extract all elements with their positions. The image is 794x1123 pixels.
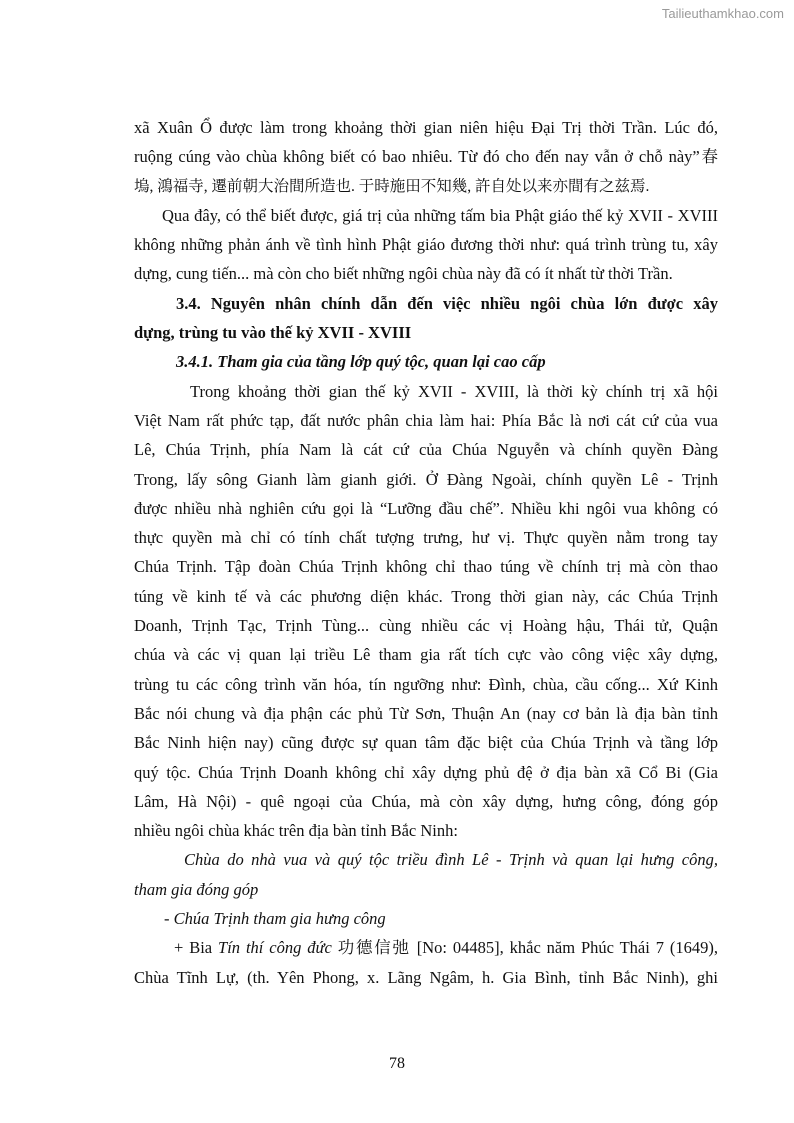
italic-subheading: Chùa do nhà vua và quý tộc triều đình Lê - Trịnh và quan lại hưng công, bbox=[184, 850, 718, 870]
document-body bbox=[134, 113, 718, 992]
paragraph-line: trùng tu các công trình văn hóa, tín ngưỡng như: Đình, chùa, cầu cống... Xứ Kinh bbox=[134, 674, 718, 694]
paragraph-line: quý tộc. Chúa Trịnh Doanh không chỉ xây dựng phủ đệ ở địa bàn xã Cổ Bi (Gia bbox=[134, 762, 718, 782]
inscription-entry bbox=[134, 933, 718, 962]
paragraph-line: ruộng cúng vào chùa không biết có bao nhiêu. Từ đó cho đến nay vẫn ở chỗ này”春 bbox=[134, 147, 718, 167]
paragraph-line: Bắc nói chung và địa phận các phủ Từ Sơn, Thuận An (nay cơ bản là địa bàn tỉnh bbox=[134, 703, 718, 723]
italic-list-item: - Chúa Trịnh tham gia hưng công bbox=[164, 909, 386, 929]
page-number: 78 bbox=[389, 1055, 405, 1072]
paragraph-line: chúa và các vị quan lại triều Lê tham gia rất tích cực vào công việc xây dựng, bbox=[134, 645, 718, 665]
inscription-detail: 功德信弛 [No: 04485], khắc năm Phúc Thái 7 (1649), bbox=[331, 938, 718, 958]
paragraph-line: Lâm, Hà Nội) - quê ngoại của Chúa, mà còn xây dựng, hưng công, đóng góp bbox=[134, 791, 718, 811]
paragraph-line: dựng, cung tiến... mà còn cho biết những ngôi chùa này đã có ít nhất từ thời Trần. bbox=[134, 264, 673, 284]
paragraph-line: Lê, Chúa Trịnh, phía Nam là cát cứ của Chúa Nguyễn và chính quyền Đàng bbox=[134, 440, 718, 460]
paragraph-line: Bắc Ninh hiện nay) cũng được sự quan tâm đặc biệt của Chúa Trịnh và tầng lớp bbox=[134, 733, 718, 753]
paragraph-line: thực quyền mà chỉ có tính chất tượng trưng, hư vị. Thực quyền nằm trong tay bbox=[134, 528, 718, 548]
paragraph-line: Trong khoảng thời gian thế kỷ XVII - XVIII, là thời kỳ chính trị xã hội bbox=[190, 381, 718, 401]
paragraph-line: Việt Nam rất phức tạp, đất nước phân chia làm hai: Phía Bắc là nơi cát cứ của vua bbox=[134, 410, 718, 430]
inscription-prefix: + Bia bbox=[174, 938, 219, 958]
subsection-heading: 3.4.1. Tham gia của tầng lớp quý tộc, quan lại cao cấp bbox=[176, 352, 546, 372]
paragraph-line: Chúa Trịnh. Tập đoàn Chúa Trịnh không chỉ thao túng về chính trị mà còn thao bbox=[134, 557, 718, 577]
italic-subheading: tham gia đóng góp bbox=[134, 879, 259, 899]
paragraph-line: Trong, lấy sông Gianh làm gianh giới. Ở Đàng Ngoài, chính quyền Lê - Trịnh bbox=[134, 469, 718, 489]
section-heading: 3.4. Nguyên nhân chính dẫn đến việc nhiều ngôi chùa lớn được xây bbox=[176, 293, 718, 313]
paragraph-line: túng về kinh tế và các phương diện khác. Trong thời gian này, các Chúa Trịnh bbox=[134, 586, 718, 606]
paragraph-line: Chùa Tĩnh Lự, (th. Yên Phong, x. Lãng Ngâm, h. Gia Bình, tỉnh Bắc Ninh), ghi bbox=[134, 967, 718, 987]
paragraph-line: nhiều ngôi chùa khác trên địa bàn tỉnh Bắc Ninh: bbox=[134, 821, 458, 841]
watermark-text: Tailieuthamkhao.com bbox=[661, 6, 784, 21]
section-heading: dựng, trùng tu vào thế kỷ XVII - XVIII bbox=[134, 323, 412, 343]
paragraph-line: 塢, 鴻福寺, 遷前朝大治間所造也. 于時施田不知幾, 許自处以来亦間有之兹焉. bbox=[134, 177, 650, 195]
paragraph-line: Doanh, Trịnh Tạc, Trịnh Tùng... cùng nhiều các vị Hoàng hậu, Thái tử, Quận bbox=[134, 616, 718, 636]
paragraph-line: Qua đây, có thể biết được, giá trị của những tấm bia Phật giáo thế kỷ XVII - XVIII bbox=[162, 205, 718, 225]
inscription-title: Tín thí công đức bbox=[218, 938, 332, 958]
paragraph-line: không những phản ánh về tình hình Phật giáo đương thời như: quá trình trùng tu, xây bbox=[134, 235, 718, 255]
paragraph-line: được nhiều nhà nghiên cứu gọi là “Lưỡng đầu chế”. Nhiều khi ngôi vua không có bbox=[134, 498, 718, 518]
paragraph-line: xã Xuân Ổ được làm trong khoảng thời gian niên hiệu Đại Trị thời Trần. Lúc đó, bbox=[134, 118, 718, 137]
